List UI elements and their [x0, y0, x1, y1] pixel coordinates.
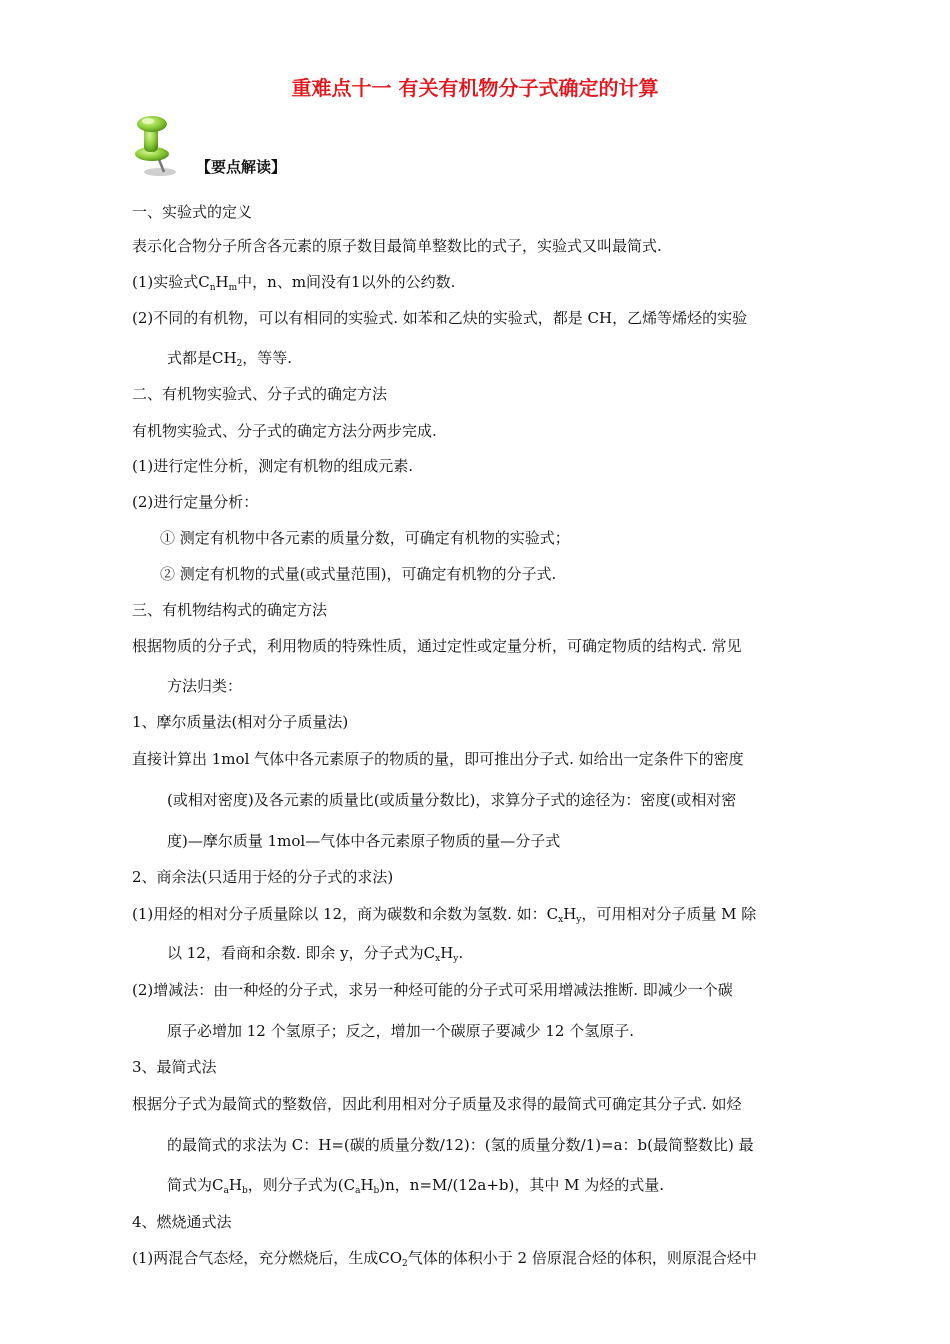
pushpin-icon — [126, 112, 182, 178]
paragraph: 直接计算出 1mol 气体中各元素原子的物质的量，即可推出分子式. 如给出一定条件下的密度 — [132, 750, 744, 768]
heading-6: 3、最简式法 — [132, 1058, 217, 1076]
paragraph-continued: 以 12，看商和余数. 即余 y，分子式为$C_xH_y$. — [167, 944, 464, 964]
paragraph-continued: 的最简式的求法为 C：H=(碳的质量分数/12)：(氢的质量分数/1)=a：b(最简整数比) 最 — [167, 1136, 754, 1154]
paragraph-continued: 式都是$CH_2$，等等. — [167, 349, 293, 369]
paragraph: 根据分子式为最简式的整数倍，因此利用相对分子质量及求得的最简式可确定其分子式. 如烃 — [132, 1095, 742, 1113]
paragraph-continued: 方法归类： — [167, 677, 243, 695]
heading-5: 2、商余法(只适用于烃的分子式的求法) — [132, 868, 394, 886]
section-heading: 【要点解读】 — [196, 158, 287, 176]
paragraph: (2)不同的有机物，可以有相同的实验式. 如苯和乙炔的实验式，都是 CH，乙烯等烯烃的实验 — [132, 309, 748, 327]
paragraph: (2)增减法：由一种烃的分子式，求另一种烃可能的分子式可采用增减法推断. 即减少一个碳 — [132, 981, 733, 999]
paragraph: (1)用烃的相对分子质量除以 12，商为碳数和余数为氢数. 如：$C_xH_y$，可用相对分子质量 M 除 — [132, 905, 757, 925]
paragraph-continued: 简式为$C_aH_b$，则分子式为$(C_aH_b)n$，n=M/(12a+b)，其中 M 为烃的式量. — [167, 1176, 665, 1196]
paragraph-continued: (或相对密度)及各元素的质量比(或质量分数比)，求算分子式的途径为：密度(或相对密 — [167, 791, 737, 809]
page-title: 重难点十一 有关有机物分子式确定的计算 — [291, 76, 659, 100]
list-item: ② 测定有机物的式量(或式量范围)，可确定有机物的分子式. — [160, 565, 557, 583]
heading-2: 二、有机物实验式、分子式的确定方法 — [132, 385, 388, 403]
paragraph: 有机物实验式、分子式的确定方法分两步完成. — [132, 422, 437, 440]
paragraph: 表示化合物分子所含各元素的原子数目最简单整数比的式子，实验式又叫最简式. — [132, 237, 662, 255]
paragraph: (1)进行定性分析，测定有机物的组成元素. — [132, 457, 414, 475]
paragraph-continued: 原子必增加 12 个氢原子；反之，增加一个碳原子要减少 12 个氢原子. — [167, 1022, 635, 1040]
paragraph: (2)进行定量分析： — [132, 493, 259, 511]
heading-7: 4、燃烧通式法 — [132, 1213, 232, 1231]
heading-3: 三、有机物结构式的确定方法 — [132, 601, 328, 619]
heading-4: 1、摩尔质量法(相对分子质量法) — [132, 713, 349, 731]
paragraph: 根据物质的分子式，利用物质的特殊性质，通过定性或定量分析，可确定物质的结构式. 常见 — [132, 637, 742, 655]
paragraph-continued: 度)—摩尔质量 1mol—气体中各元素原子物质的量—分子式 — [167, 832, 561, 850]
paragraph: (1)实验式$C_nH_m$中，n、m间没有1以外的公约数. — [132, 273, 456, 293]
list-item: ① 测定有机物中各元素的质量分数，可确定有机物的实验式； — [160, 529, 570, 547]
heading-1: 一、实验式的定义 — [132, 203, 253, 221]
paragraph: (1)两混合气态烃，充分燃烧后，生成$CO_2$气体的体积小于 2 倍原混合烃的体积，则原混合烃中 — [132, 1249, 757, 1269]
